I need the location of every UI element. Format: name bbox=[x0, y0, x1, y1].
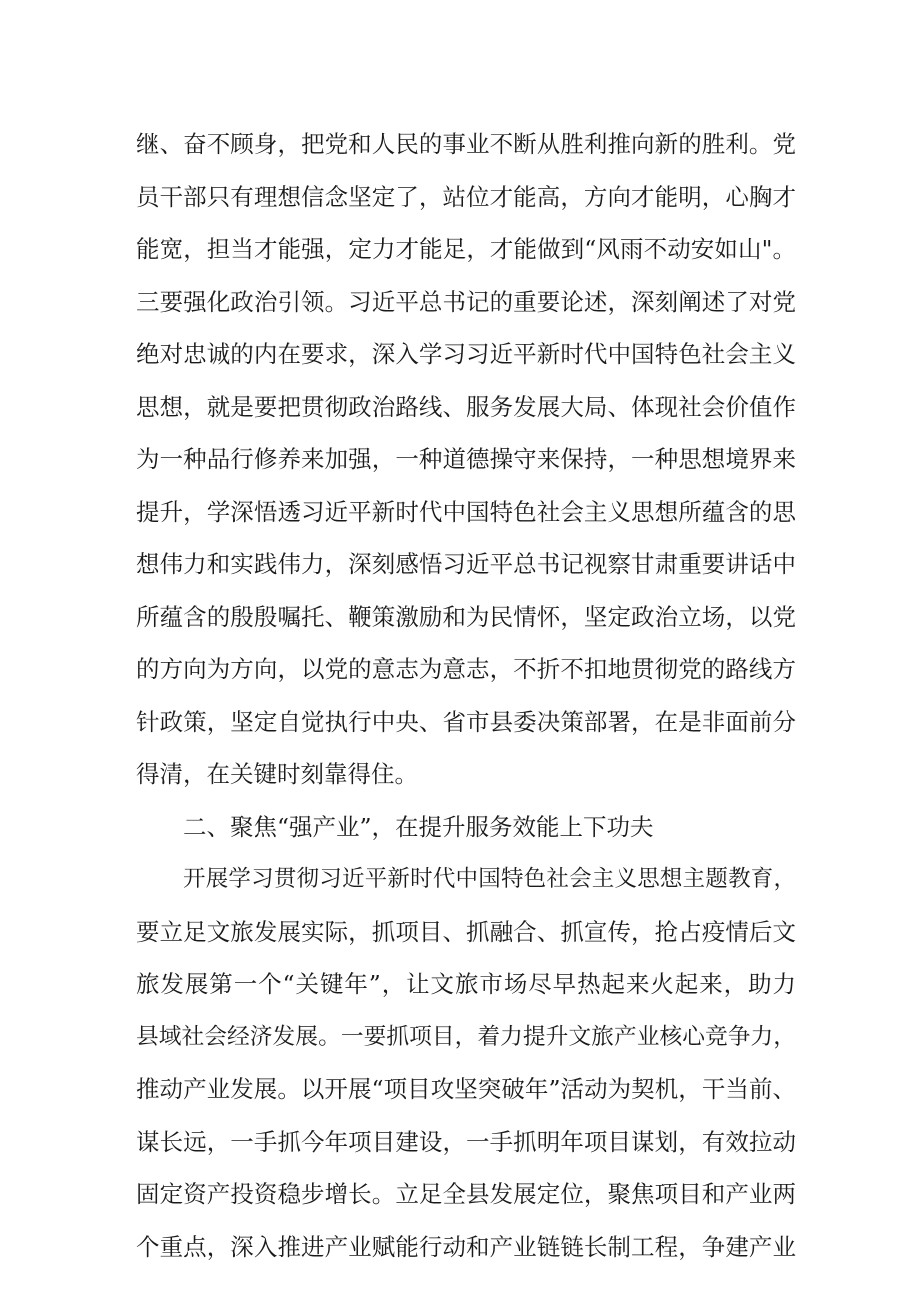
text-line-1: 继、奋不顾身，把党和人民的事业不断从胜利推向新的胜利。党 bbox=[136, 130, 796, 158]
text-line-13: 得清，在关键时刻靠得住。 bbox=[136, 760, 418, 788]
text-line-19: 推动产业发展。以开展“项目攻坚突破年”活动为契机，干当前、 bbox=[136, 1075, 796, 1103]
text-line-7: 为一种品行修养来加强，一种道德操守来保持，一种思想境界来 bbox=[136, 445, 796, 473]
text-line-21: 固定资产投资稳步增长。立足全县发展定位，聚焦项目和产业两 bbox=[136, 1180, 796, 1208]
text-line-12: 针政策，坚定自觉执行中央、省市县委决策部署，在是非面前分 bbox=[136, 707, 796, 736]
section-heading: 二、聚焦“强产业”，在提升服务效能上下功夫 bbox=[183, 812, 654, 841]
text-line-22: 个重点，深入推进产业赋能行动和产业链链长制工程，争建产业 bbox=[136, 1232, 796, 1261]
text-line-2: 员干部只有理想信念坚定了，站位才能高，方向才能明，心胸才 bbox=[136, 182, 796, 211]
text-line-10: 所蕴含的殷殷嘱托、鞭策激励和为民情怀，坚定政治立场，以党 bbox=[136, 602, 796, 631]
text-line-17: 旅发展第一个“关键年”，让文旅市场尽早热起来火起来，助力 bbox=[136, 970, 796, 998]
text-line-5: 绝对忠诚的内在要求，深入学习习近平新时代中国特色社会主义 bbox=[136, 340, 796, 368]
text-line-6: 思想，就是要把贯彻政治路线、服务发展大局、体现社会价值作 bbox=[136, 392, 796, 421]
text-line-3: 能宽，担当才能强，定力才能足，才能做到“风雨不动安如山"。 bbox=[136, 235, 796, 263]
text-line-16: 要立足文旅发展实际，抓项目、抓融合、抓宣传，抢占疫情后文 bbox=[136, 917, 796, 946]
text-line-18: 县域社会经济发展。一要抓项目，着力提升文旅产业核心竞争力， bbox=[136, 1023, 796, 1050]
document-body bbox=[136, 118, 796, 1273]
text-line-4: 三要强化政治引领。习近平总书记的重要论述，深刻阐述了对党 bbox=[136, 287, 796, 316]
paragraph-first-line: 开展学习贯彻习近平新时代中国特色社会主义思想主题教育， bbox=[183, 866, 796, 892]
text-line-20: 谋长远，一手抓今年项目建设，一手抓明年项目谋划，有效拉动 bbox=[136, 1127, 796, 1156]
text-line-11: 的方向为方向，以党的意志为意志，不折不扣地贯彻党的路线方 bbox=[136, 655, 796, 683]
text-line-8: 提升，学深悟透习近平新时代中国特色社会主义思想所蕴含的思 bbox=[136, 497, 796, 526]
text-line-9: 想伟力和实践伟力，深刻感悟习近平总书记视察甘肃重要讲话中 bbox=[136, 550, 796, 578]
